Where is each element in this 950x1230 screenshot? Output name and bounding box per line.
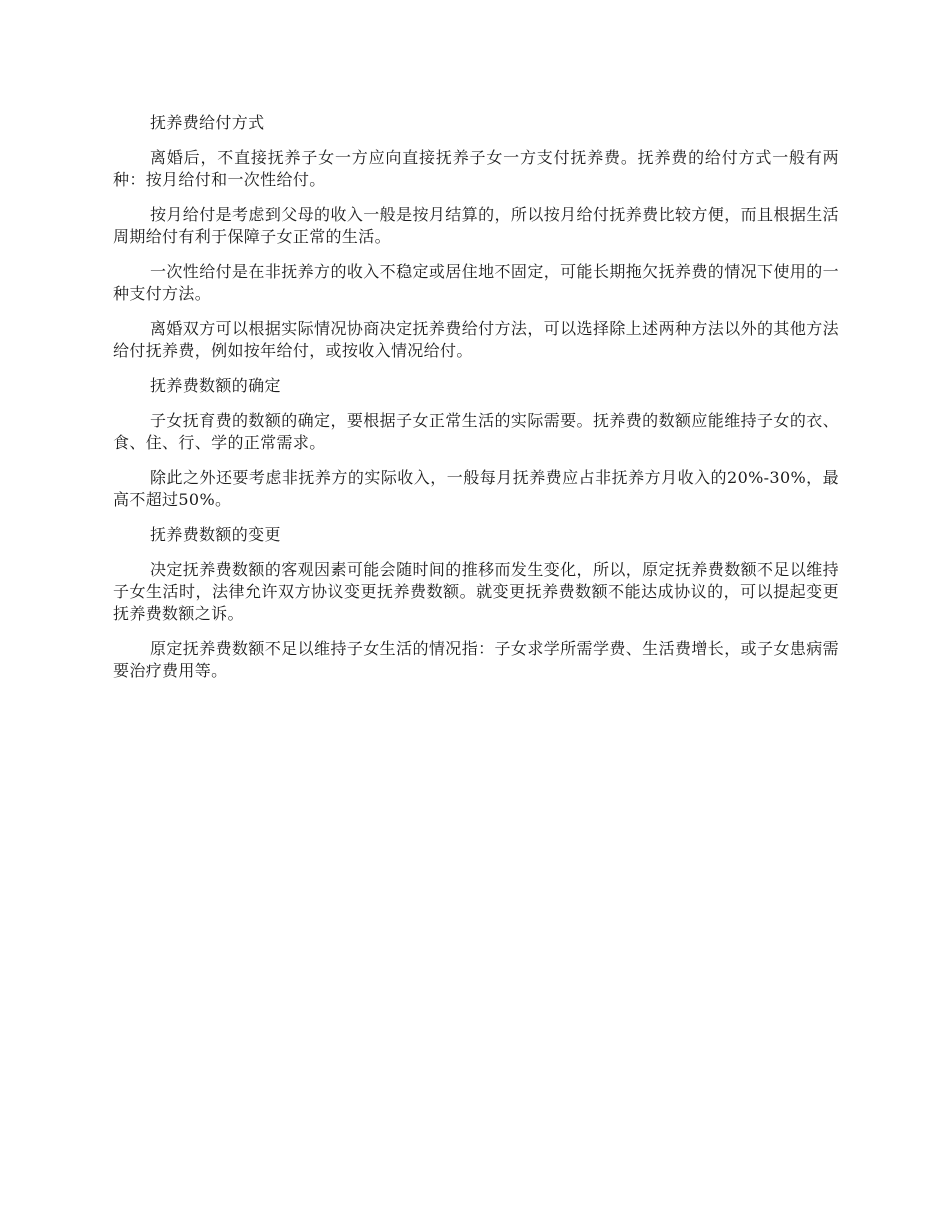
paragraph: 决定抚养费数额的客观因素可能会随时间的推移而发生变化，所以，原定抚养费数额不足以维持子女生活时，法律允许双方协议变更抚养费数额。就变更抚养费数额不能达成协议的，可以提起变更抚养费数额之诉。 [113,560,839,623]
paragraph: 按月给付是考虑到父母的收入一般是按月结算的，所以按月给付抚养费比较方便，而且根据生活周期给付有利于保障子女正常的生活。 [113,205,839,246]
section-heading: 抚养费数额的变更 [150,525,281,544]
document-body [113,112,839,695]
paragraph: 离婚后，不直接抚养子女一方应向直接抚养子女一方支付抚养费。抚养费的给付方式一般有两种：按月给付和一次性给付。 [113,148,839,189]
paragraph: 原定抚养费数额不足以维持子女生活的情况指：子女求学所需学费、生活费增长，或子女患病需要治疗费用等。 [113,639,839,680]
paragraph: 子女抚育费的数额的确定，要根据子女正常生活的实际需要。抚养费的数额应能维持子女的衣、食、住、行、学的正常需求。 [113,411,839,452]
paragraph: 一次性给付是在非抚养方的收入不稳定或居住地不固定，可能长期拖欠抚养费的情况下使用的一种支付方法。 [113,262,839,303]
paragraph: 除此之外还要考虑非抚养方的实际收入，一般每月抚养费应占非抚养方月收入的20%-30%，最高不超过50%。 [113,468,839,509]
section-heading: 抚养费给付方式 [150,113,265,132]
paragraph: 离婚双方可以根据实际情况协商决定抚养费给付方法，可以选择除上述两种方法以外的其他方法给付抚养费，例如按年给付，或按收入情况给付。 [113,319,839,360]
section-heading: 抚养费数额的确定 [150,376,281,395]
